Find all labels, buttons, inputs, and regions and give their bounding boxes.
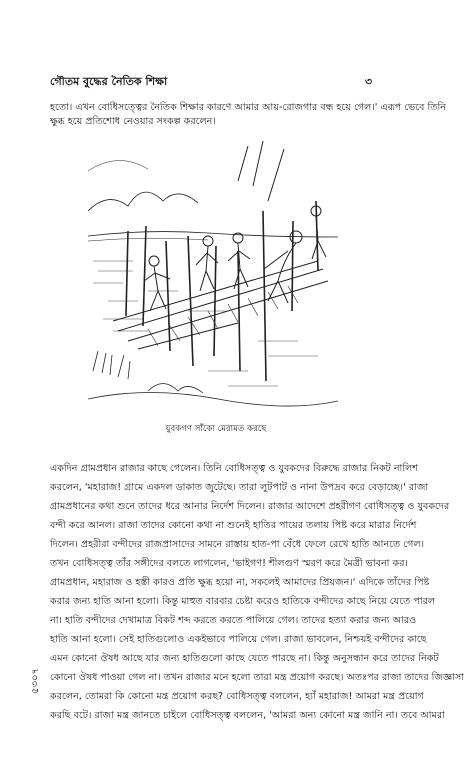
body-line: না। হাতি বন্দীদের দেখামাত্র বিকট শব্দ করতে করতে পালিয়ে গেল। তাদের হত্যা করার জন্য আরও xyxy=(50,615,417,626)
bamboo-bridge-illustration xyxy=(88,141,338,409)
body-line: বন্দী করে আনল। রাজা তাদের কোনো কথা না শুনেই হাতির পায়ের তলায় পিষ্ট করে মারার নির্দেশ xyxy=(50,520,417,531)
body-line: একদিন গ্রামপ্রধান রাজার কাছে গেলেন। তিনি বোধিসত্ত্ব ও যুবকদের বিরুদ্ধে রাজার নিকট নালিশ xyxy=(50,463,418,474)
body-line: করলেন, তোমরা কি কোনো মন্ত্র প্রয়োগ করছ? বোধিসত্ত্ব বললেন, হ্যাঁ মহারাজ! আমরা মন্ত্র প্রয়োগ xyxy=(50,691,424,702)
body-line: তখন বোধিসত্ত্ব তাঁর সঙ্গীদের বলতে লাগলেন, 'ভাইগণ! শীলগুণ স্মরণ করে মৈত্রী ভাবনা কর। xyxy=(50,558,408,569)
intro-line: ক্ষুব্ধ হয়ে প্রতিশোধ নেওয়ার সংকল্প করলেন। xyxy=(50,116,216,127)
body-line: গ্রামপ্রধান, মহারাজ ও হস্তী কারও প্রতি ক্ষুব্ধ হয়ো না, সকলেই আমাদের প্রিয়জন।' এদিকে তাঁদের পিষ্ট xyxy=(50,577,430,588)
side-page-number: ৫৩০৭ xyxy=(30,668,41,694)
body-line: কোনো ঔষধ পাওয়া গেল না। তখন রাজার মনে হলো তারা মন্ত্র প্রয়োগ করছে। অতঃপর রাজা তাদের জিজ্ঞাসা xyxy=(50,672,464,683)
body-line: করার জন্য হাতি আনা হলো। কিন্তু মাহুত বারবার চেষ্টা করেও হাতিকে বন্দীদের কাছে নিয়ে যেতে পারল xyxy=(50,596,436,607)
body-line: গ্রামপ্রধানের কথা শুনে তাদের ধরে আনার নির্দেশ দিলেন। রাজার আদেশে প্রহরীগণ বোধিসত্ত্ব ও যুবকদের xyxy=(50,501,450,512)
body-line: দিলেন। প্রহরীরা বন্দীদের রাজপ্রাসাদের সামনে রাস্তায় হাত-পা বেঁধে ফেলে রেখে হাতি আনতে গেল। xyxy=(50,539,425,550)
intro-line: হতো। এখন বোধিসত্ত্বের নৈতিক শিক্ষার কারণে আমার আয়-রোজগার বন্ধ হয়ে গেল।' এরূপ ভেবে তিনি xyxy=(50,102,446,113)
illustration-caption: যুবকগণ সাঁকো মেরামত করছে xyxy=(165,424,267,434)
page-number: ৩ xyxy=(364,75,372,88)
body-line: হাতি আনা হলো। সেই হাতিগুলোও একইভাবে পালিয়ে গেল। রাজা ভাবলেন, নিশ্চয়ই বন্দীদের কাছে xyxy=(50,634,427,645)
page-header xyxy=(50,73,372,89)
body-line: এমন কোনো ঔষধ আছে যার জন্য হাতিগুলো কাছে যেতে পারছে না। কিন্তু অনুসন্ধান করে তাদের নিকট xyxy=(50,653,439,664)
body-line: করলেন, 'মহারাজ! গ্রামে একদল ডাকাত জুটেছে। তারা লুটপাট ও নানা উপদ্রব করে বেড়াচ্ছে।' রাজা xyxy=(50,482,429,493)
running-title: গৌতম বুদ্ধের নৈতিক শিক্ষা xyxy=(50,75,168,88)
body-line: করছি বটে। রাজা মন্ত্র জানতে চাইলে বোধিসত্ত্ব বললেন, 'আমরা অন্য কোনো মন্ত্র জানি না। তবে আমরা xyxy=(50,710,445,721)
